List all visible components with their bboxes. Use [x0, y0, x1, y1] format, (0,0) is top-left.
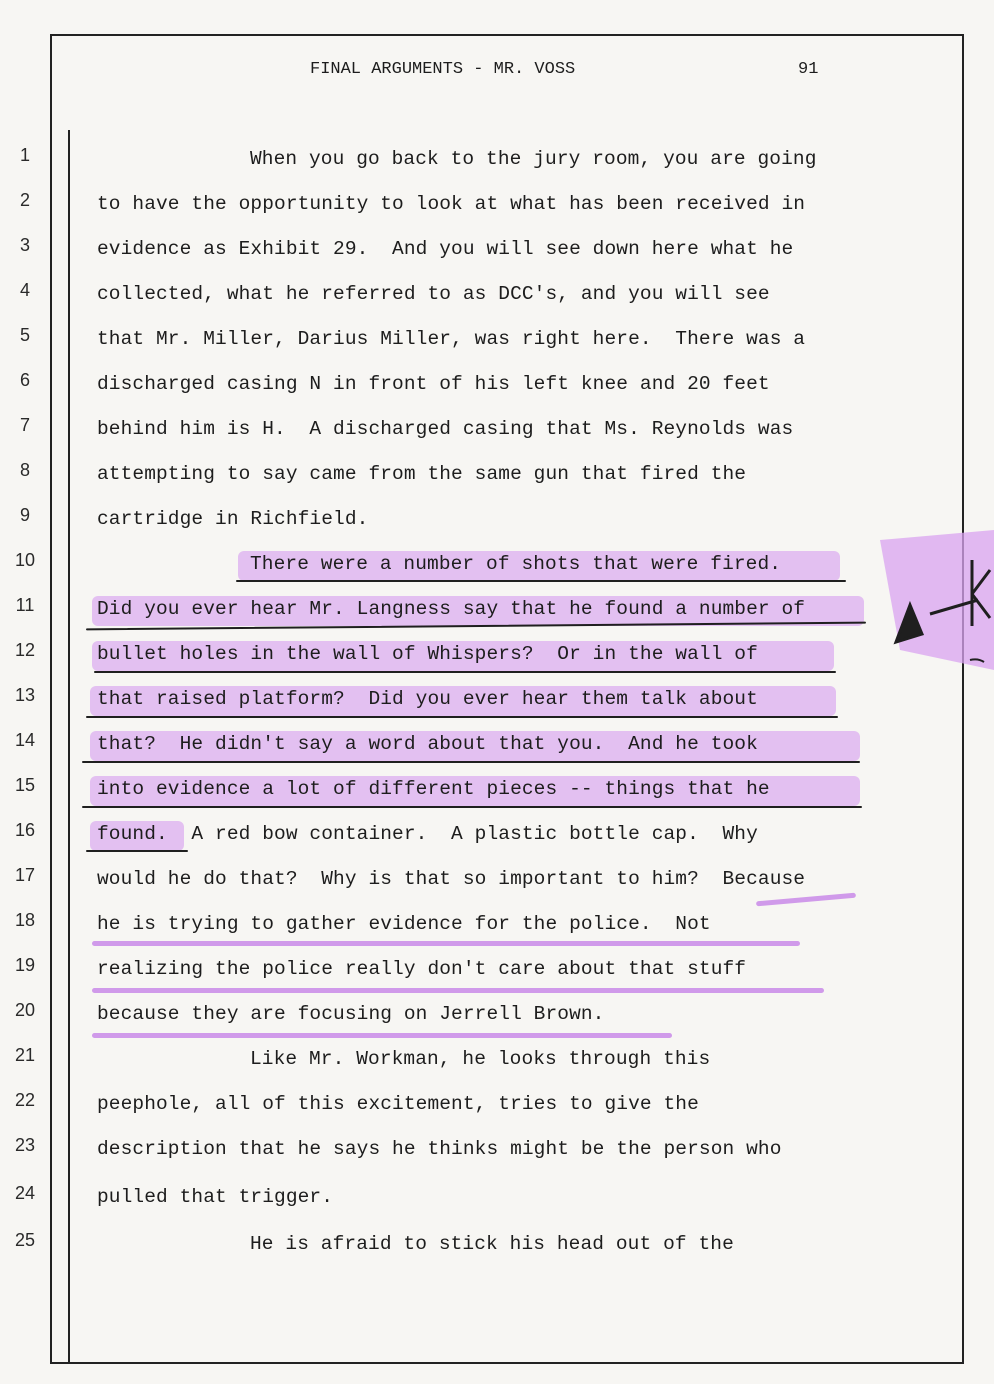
transcript-line: that? He didn't say a word about that you. And he took	[97, 733, 758, 755]
transcript-line: There were a number of shots that were fired.	[250, 553, 782, 575]
line-number: 15	[14, 775, 36, 795]
page-header	[0, 60, 994, 84]
line-number: 13	[14, 685, 36, 705]
line-number: 25	[14, 1230, 36, 1250]
transcript-line: collected, what he referred to as DCC's, and you will see	[97, 283, 770, 305]
transcript-line: into evidence a lot of different pieces -- things that he	[97, 778, 770, 800]
line-number: 1	[19, 145, 30, 165]
transcript-line: pulled that trigger.	[97, 1186, 334, 1208]
transcript-line: behind him is H. A discharged casing that Ms. Reynolds was	[97, 418, 794, 440]
line-number: 10	[14, 550, 36, 570]
pen-underline	[86, 850, 188, 852]
line-number: 3	[19, 235, 30, 255]
line-number: 6	[19, 370, 30, 390]
transcript-line: When you go back to the jury room, you are going	[250, 148, 817, 170]
line-number: 21	[14, 1045, 36, 1065]
line-number: 14	[14, 730, 36, 750]
transcript-line: Like Mr. Workman, he looks through this	[250, 1048, 711, 1070]
transcript-line: Did you ever hear Mr. Langness say that he found a number of	[97, 598, 806, 620]
transcript-line: because they are focusing on Jerrell Brown.	[97, 1003, 605, 1025]
line-number: 11	[15, 595, 35, 615]
line-number: 23	[14, 1135, 36, 1155]
line-number: 4	[19, 280, 30, 300]
pen-underline	[82, 761, 860, 763]
line-number: 9	[19, 505, 30, 525]
pen-underline	[82, 806, 862, 808]
line-number-divider	[68, 130, 70, 1364]
line-number: 24	[14, 1183, 36, 1203]
page-number: 91	[798, 60, 819, 79]
highlighter-underline	[92, 1033, 672, 1038]
header-title: FINAL ARGUMENTS - MR. VOSS	[310, 60, 576, 79]
transcript-line: realizing the police really don't care about that stuff	[97, 958, 747, 980]
transcript-line: attempting to say came from the same gun that fired the	[97, 463, 747, 485]
highlighter-underline	[92, 941, 800, 946]
transcript-line: bullet holes in the wall of Whispers? Or in the wall of	[97, 643, 758, 665]
margin-arrow-annotation	[860, 530, 994, 730]
line-number: 20	[14, 1000, 36, 1020]
transcript-line: that raised platform? Did you ever hear them talk about	[97, 688, 758, 710]
line-number: 2	[19, 190, 30, 210]
pen-underline	[236, 580, 846, 582]
line-number: 22	[14, 1090, 36, 1110]
transcript-line: evidence as Exhibit 29. And you will see down here what he	[97, 238, 794, 260]
line-number: 7	[19, 415, 30, 435]
pen-underline	[94, 671, 836, 673]
line-number: 16	[14, 820, 36, 840]
transcript-line: discharged casing N in front of his left knee and 20 feet	[97, 373, 770, 395]
transcript-line: he is trying to gather evidence for the police. Not	[97, 913, 711, 935]
line-number: 18	[14, 910, 36, 930]
highlighter-underline	[92, 988, 824, 993]
transcript-line: that Mr. Miller, Darius Miller, was right here. There was a	[97, 328, 806, 350]
transcript-line: to have the opportunity to look at what has been received in	[97, 193, 806, 215]
line-number: 8	[19, 460, 30, 480]
line-number: 12	[14, 640, 36, 660]
transcript-line: found. A red bow container. A plastic bottle cap. Why	[97, 823, 758, 845]
transcript-line: He is afraid to stick his head out of the	[250, 1233, 734, 1255]
pen-underline	[86, 716, 838, 718]
transcript-line: peephole, all of this excitement, tries to give the	[97, 1093, 699, 1115]
line-number: 5	[19, 325, 30, 345]
transcript-line: cartridge in Richfield.	[97, 508, 369, 530]
transcript-line: description that he says he thinks might be the person who	[97, 1138, 782, 1160]
line-number: 19	[14, 955, 36, 975]
line-number: 17	[14, 865, 36, 885]
transcript-line: would he do that? Why is that so important to him? Because	[97, 868, 806, 890]
